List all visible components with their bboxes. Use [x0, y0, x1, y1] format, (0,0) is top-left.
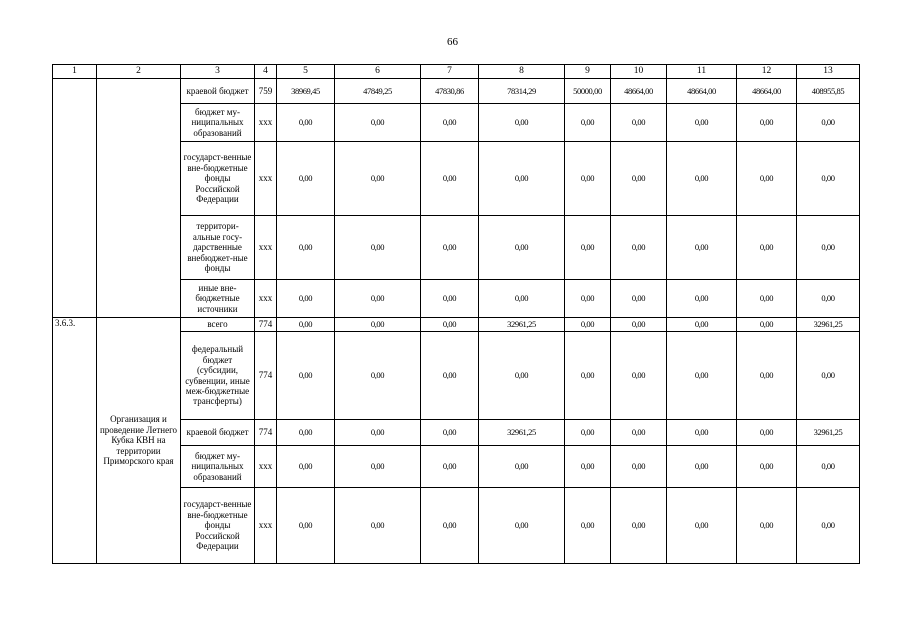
value-cell: 47830,86	[421, 79, 479, 104]
value-cell: 0,00	[479, 488, 565, 564]
item-number	[53, 79, 97, 318]
value-cell: 0,00	[335, 216, 421, 280]
budget-code: xxx	[255, 104, 277, 142]
col-header: 5	[277, 65, 335, 79]
value-cell: 0,00	[737, 216, 797, 280]
col-header: 11	[667, 65, 737, 79]
value-cell: 0,00	[421, 332, 479, 420]
value-cell: 0,00	[277, 142, 335, 216]
funding-source: краевой бюджет	[181, 420, 255, 446]
value-cell: 0,00	[611, 216, 667, 280]
value-cell: 0,00	[797, 332, 860, 420]
value-cell: 0,00	[667, 280, 737, 318]
budget-code: 774	[255, 332, 277, 420]
value-cell: 0,00	[737, 446, 797, 488]
value-cell: 0,00	[611, 280, 667, 318]
budget-code: 774	[255, 318, 277, 332]
value-cell: 0,00	[611, 104, 667, 142]
funding-source: иные вне-бюджетные источники	[181, 280, 255, 318]
value-cell: 0,00	[277, 488, 335, 564]
value-cell: 32961,25	[797, 318, 860, 332]
value-cell: 0,00	[335, 446, 421, 488]
value-cell: 0,00	[565, 104, 611, 142]
table-row	[53, 79, 860, 104]
value-cell: 0,00	[479, 332, 565, 420]
value-cell: 50000,00	[565, 79, 611, 104]
value-cell: 32961,25	[479, 420, 565, 446]
funding-source: краевой бюджет	[181, 79, 255, 104]
value-cell: 0,00	[667, 488, 737, 564]
value-cell: 0,00	[421, 280, 479, 318]
value-cell: 0,00	[667, 216, 737, 280]
value-cell: 0,00	[737, 318, 797, 332]
header-row	[53, 65, 860, 79]
value-cell: 32961,25	[479, 318, 565, 332]
value-cell: 0,00	[565, 280, 611, 318]
value-cell: 0,00	[797, 142, 860, 216]
value-cell: 0,00	[797, 216, 860, 280]
col-header: 9	[565, 65, 611, 79]
value-cell: 0,00	[335, 280, 421, 318]
col-header: 13	[797, 65, 860, 79]
value-cell: 0,00	[565, 488, 611, 564]
value-cell: 0,00	[797, 104, 860, 142]
col-header: 3	[181, 65, 255, 79]
value-cell: 0,00	[335, 332, 421, 420]
value-cell: 0,00	[479, 142, 565, 216]
value-cell: 48664,00	[611, 79, 667, 104]
col-header: 7	[421, 65, 479, 79]
budget-code: 774	[255, 420, 277, 446]
value-cell: 0,00	[611, 488, 667, 564]
value-cell: 0,00	[611, 142, 667, 216]
value-cell: 0,00	[421, 488, 479, 564]
value-cell: 0,00	[479, 104, 565, 142]
value-cell: 38969,45	[277, 79, 335, 104]
value-cell: 0,00	[335, 488, 421, 564]
budget-code: xxx	[255, 446, 277, 488]
value-cell: 0,00	[737, 104, 797, 142]
value-cell: 0,00	[479, 280, 565, 318]
value-cell: 408955,85	[797, 79, 860, 104]
value-cell: 0,00	[277, 332, 335, 420]
value-cell: 78314,29	[479, 79, 565, 104]
value-cell: 0,00	[335, 104, 421, 142]
value-cell: 0,00	[421, 216, 479, 280]
value-cell: 0,00	[335, 420, 421, 446]
budget-code: xxx	[255, 216, 277, 280]
value-cell: 0,00	[737, 420, 797, 446]
col-header: 12	[737, 65, 797, 79]
funding-source: территори-альные госу-дарственные внебюджет-ные фонды	[181, 216, 255, 280]
value-cell: 0,00	[611, 446, 667, 488]
budget-code: 759	[255, 79, 277, 104]
value-cell: 0,00	[277, 446, 335, 488]
value-cell: 0,00	[737, 332, 797, 420]
value-cell: 0,00	[565, 446, 611, 488]
value-cell: 48664,00	[667, 79, 737, 104]
value-cell: 0,00	[277, 318, 335, 332]
col-header: 4	[255, 65, 277, 79]
budget-table	[52, 64, 860, 564]
value-cell: 0,00	[565, 318, 611, 332]
page-number: 66	[447, 36, 458, 48]
value-cell: 0,00	[667, 446, 737, 488]
budget-code: xxx	[255, 142, 277, 216]
col-header: 8	[479, 65, 565, 79]
value-cell: 0,00	[277, 216, 335, 280]
value-cell: 0,00	[335, 318, 421, 332]
table-row	[53, 318, 860, 332]
value-cell: 0,00	[421, 142, 479, 216]
value-cell: 0,00	[565, 420, 611, 446]
budget-code: xxx	[255, 488, 277, 564]
value-cell: 0,00	[667, 420, 737, 446]
col-header: 10	[611, 65, 667, 79]
value-cell: 0,00	[421, 420, 479, 446]
value-cell: 0,00	[737, 142, 797, 216]
value-cell: 0,00	[421, 318, 479, 332]
value-cell: 0,00	[565, 142, 611, 216]
value-cell: 32961,25	[797, 420, 860, 446]
item-number: 3.6.3.	[53, 318, 97, 564]
value-cell: 0,00	[611, 420, 667, 446]
value-cell: 0,00	[479, 216, 565, 280]
value-cell: 0,00	[335, 142, 421, 216]
value-cell: 0,00	[565, 216, 611, 280]
value-cell: 0,00	[667, 142, 737, 216]
item-name: Организация и проведение Летнего Кубка КВН на территории Приморского края	[97, 318, 181, 564]
value-cell: 48664,00	[737, 79, 797, 104]
col-header: 6	[335, 65, 421, 79]
value-cell: 0,00	[277, 104, 335, 142]
value-cell: 0,00	[667, 104, 737, 142]
value-cell: 0,00	[737, 280, 797, 318]
value-cell: 0,00	[611, 318, 667, 332]
value-cell: 0,00	[737, 488, 797, 564]
item-name	[97, 79, 181, 318]
funding-source: государст-венные вне-бюджетные фонды Российской Федерации	[181, 488, 255, 564]
value-cell: 0,00	[565, 332, 611, 420]
value-cell: 47849,25	[335, 79, 421, 104]
funding-source: государст-венные вне-бюджетные фонды Российской Федерации	[181, 142, 255, 216]
funding-source: федеральный бюджет (субсидии, субвенции, иные меж-бюджетные трансферты)	[181, 332, 255, 420]
budget-code: xxx	[255, 280, 277, 318]
value-cell: 0,00	[667, 332, 737, 420]
value-cell: 0,00	[421, 446, 479, 488]
col-header: 1	[53, 65, 97, 79]
col-header: 2	[97, 65, 181, 79]
value-cell: 0,00	[667, 318, 737, 332]
value-cell: 0,00	[277, 280, 335, 318]
funding-source: бюджет му-ниципальных образований	[181, 446, 255, 488]
value-cell: 0,00	[797, 446, 860, 488]
funding-source: всего	[181, 318, 255, 332]
value-cell: 0,00	[277, 420, 335, 446]
value-cell: 0,00	[421, 104, 479, 142]
value-cell: 0,00	[797, 280, 860, 318]
funding-source: бюджет му-ниципальных образований	[181, 104, 255, 142]
value-cell: 0,00	[479, 446, 565, 488]
value-cell: 0,00	[611, 332, 667, 420]
value-cell: 0,00	[797, 488, 860, 564]
